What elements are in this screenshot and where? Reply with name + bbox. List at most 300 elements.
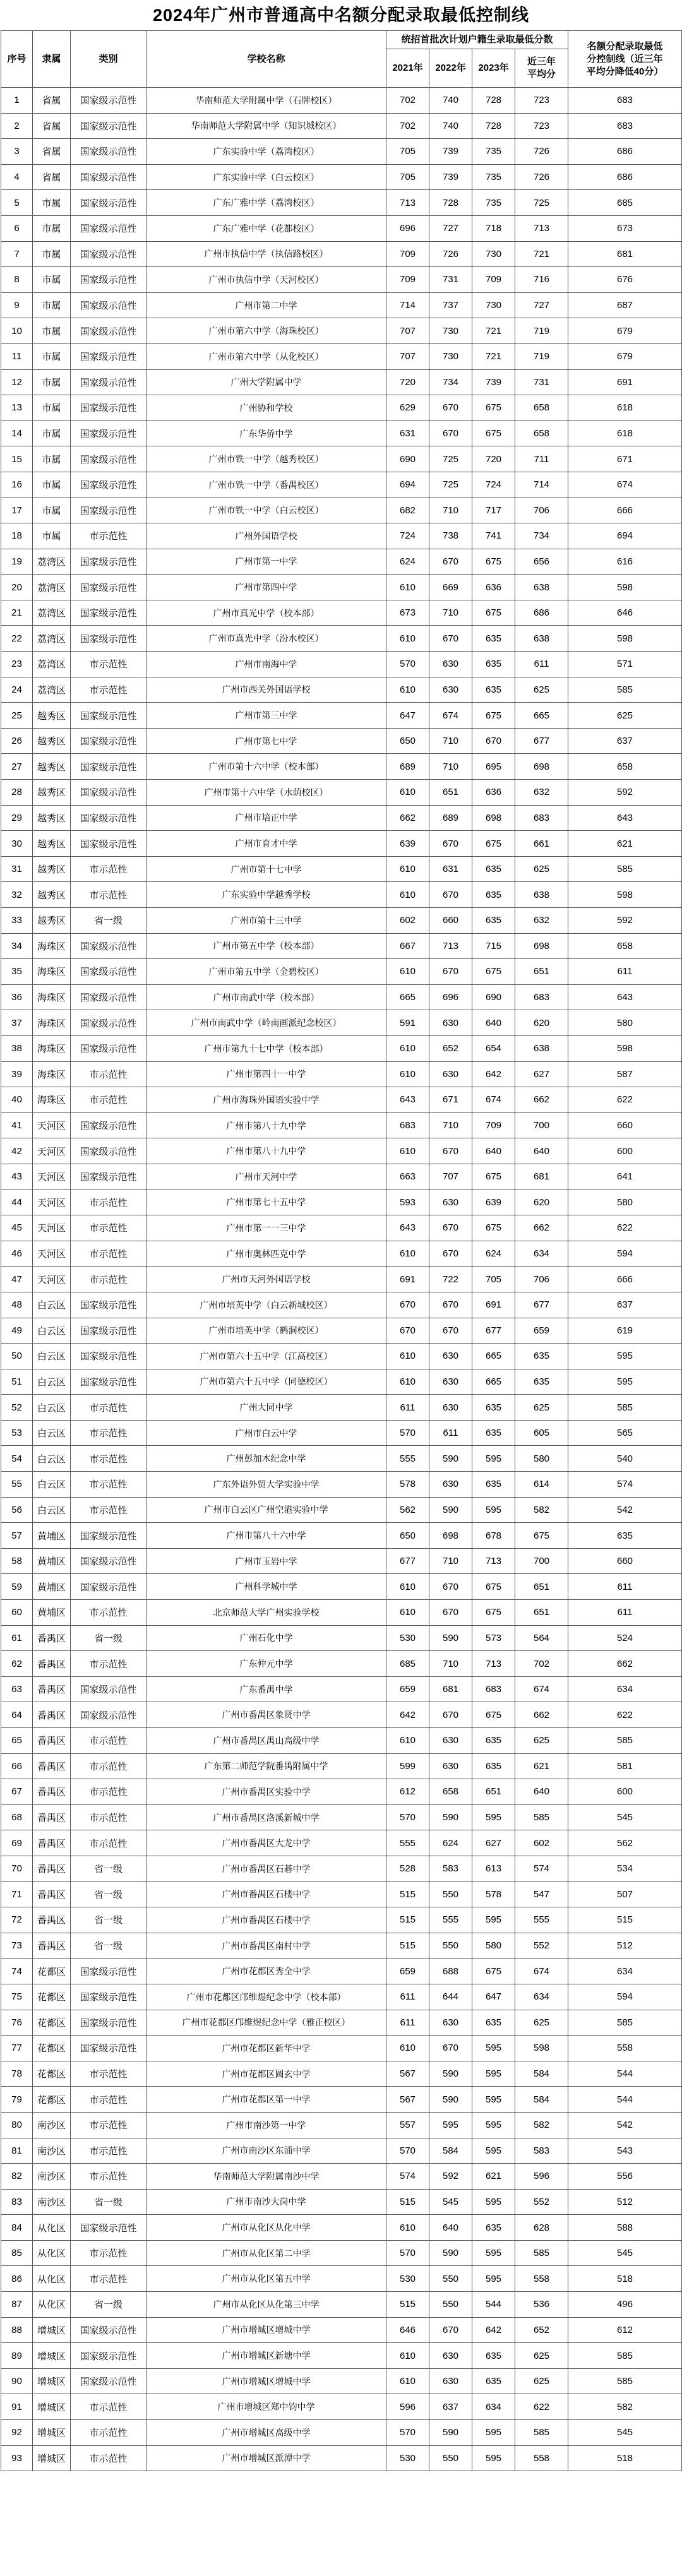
header-school: 学校名称 — [147, 31, 386, 88]
row-2022: 550 — [429, 2445, 472, 2471]
table-row — [1, 190, 682, 216]
row-affiliation: 黄埔区 — [33, 1600, 71, 1626]
row-school: 广州市第九十七中学（校本部） — [147, 1035, 386, 1061]
row-quota: 496 — [568, 2292, 682, 2318]
row-2021: 705 — [386, 164, 429, 190]
table-row — [1, 1446, 682, 1472]
row-affiliation: 海珠区 — [33, 1087, 71, 1113]
row-school: 广州市第六十五中学（江高校区） — [147, 1344, 386, 1369]
row-2021: 646 — [386, 2317, 429, 2343]
row-category: 市示范性 — [71, 2138, 147, 2164]
row-no: 70 — [1, 1856, 33, 1881]
row-no: 31 — [1, 856, 33, 882]
row-2023: 595 — [472, 2189, 515, 2215]
row-2022: 670 — [429, 831, 472, 857]
row-affiliation: 越秀区 — [33, 882, 71, 908]
row-2021: 650 — [386, 728, 429, 754]
row-quota: 685 — [568, 190, 682, 216]
row-affiliation: 海珠区 — [33, 1035, 71, 1061]
row-2022: 590 — [429, 1497, 472, 1523]
row-affiliation: 市属 — [33, 395, 71, 421]
row-2023: 635 — [472, 677, 515, 703]
row-2023: 670 — [472, 728, 515, 754]
row-2023: 690 — [472, 984, 515, 1010]
row-2021: 690 — [386, 446, 429, 472]
row-quota: 544 — [568, 2087, 682, 2113]
table-row — [1, 1164, 682, 1190]
row-affiliation: 白云区 — [33, 1497, 71, 1523]
table-row — [1, 472, 682, 498]
row-2023: 677 — [472, 1318, 515, 1344]
row-2023: 675 — [472, 1959, 515, 1984]
row-quota: 594 — [568, 1241, 682, 1267]
row-no: 93 — [1, 2445, 33, 2471]
row-category: 国家级示范性 — [71, 805, 147, 831]
row-2023: 675 — [472, 549, 515, 575]
table-row — [1, 1574, 682, 1600]
row-category: 国家级示范性 — [71, 498, 147, 523]
row-school: 广州市增城区增城中学 — [147, 2368, 386, 2394]
row-school: 广州市第四中学 — [147, 575, 386, 600]
row-2022: 728 — [429, 190, 472, 216]
row-affiliation: 天河区 — [33, 1241, 71, 1267]
row-affiliation: 增城区 — [33, 2343, 71, 2369]
row-avg: 700 — [515, 1112, 568, 1138]
row-category: 省一级 — [71, 2292, 147, 2318]
row-quota: 622 — [568, 1702, 682, 1728]
row-2021: 610 — [386, 780, 429, 806]
row-affiliation: 花都区 — [33, 2061, 71, 2087]
row-no: 50 — [1, 1344, 33, 1369]
row-affiliation: 南沙区 — [33, 2112, 71, 2138]
row-no: 39 — [1, 1061, 33, 1087]
table-row — [1, 446, 682, 472]
row-quota: 507 — [568, 1881, 682, 1907]
row-2022: 725 — [429, 446, 472, 472]
row-affiliation: 从化区 — [33, 2266, 71, 2292]
row-2021: 643 — [386, 1087, 429, 1113]
row-2023: 635 — [472, 652, 515, 677]
row-category: 市示范性 — [71, 2445, 147, 2471]
row-affiliation: 增城区 — [33, 2394, 71, 2420]
row-2022: 630 — [429, 1190, 472, 1215]
row-school: 广州市第五中学（金碧校区） — [147, 959, 386, 985]
row-avg: 698 — [515, 754, 568, 780]
row-2023: 635 — [472, 1420, 515, 1446]
row-2023: 713 — [472, 1548, 515, 1574]
row-affiliation: 天河区 — [33, 1138, 71, 1164]
row-affiliation: 番禺区 — [33, 1702, 71, 1728]
row-2022: 550 — [429, 1933, 472, 1959]
row-school: 广州市第七十五中学 — [147, 1190, 386, 1215]
row-school: 广州市南武中学（校本部） — [147, 984, 386, 1010]
row-affiliation: 黄埔区 — [33, 1574, 71, 1600]
row-avg: 698 — [515, 933, 568, 959]
table-row — [1, 1907, 682, 1933]
table-row — [1, 1830, 682, 1856]
table-row — [1, 113, 682, 139]
row-category: 国家级示范性 — [71, 215, 147, 241]
row-quota: 565 — [568, 1420, 682, 1446]
table-row — [1, 1292, 682, 1318]
row-2023: 713 — [472, 1651, 515, 1677]
row-school: 广州市花都区邝维煜纪念中学（校本部） — [147, 1984, 386, 2010]
row-no: 18 — [1, 523, 33, 549]
row-school: 广州市真光中学（校本部） — [147, 600, 386, 626]
row-school: 广州科学城中学 — [147, 1574, 386, 1600]
row-2021: 570 — [386, 1804, 429, 1830]
row-school: 广州市从化区第五中学 — [147, 2266, 386, 2292]
row-quota: 643 — [568, 805, 682, 831]
row-category: 国家级示范性 — [71, 472, 147, 498]
row-2022: 590 — [429, 1625, 472, 1651]
row-school: 广州市第十六中学（水荫校区） — [147, 780, 386, 806]
row-no: 26 — [1, 728, 33, 754]
row-2021: 659 — [386, 1676, 429, 1702]
row-quota: 666 — [568, 1267, 682, 1292]
header-category: 类别 — [71, 31, 147, 88]
row-2023: 595 — [472, 2036, 515, 2061]
row-avg: 638 — [515, 1035, 568, 1061]
row-avg: 625 — [515, 2010, 568, 2036]
table-row — [1, 292, 682, 318]
row-no: 79 — [1, 2087, 33, 2113]
row-2022: 670 — [429, 1215, 472, 1241]
row-2022: 630 — [429, 2010, 472, 2036]
row-2023: 683 — [472, 1676, 515, 1702]
row-school: 广州市番禺区石楼中学 — [147, 1907, 386, 1933]
row-category: 国家级示范性 — [71, 549, 147, 575]
row-school: 广州市铁一中学（白云校区） — [147, 498, 386, 523]
table-row — [1, 1959, 682, 1984]
row-school: 广州市第八十六中学 — [147, 1523, 386, 1549]
row-affiliation: 花都区 — [33, 2010, 71, 2036]
row-category: 国家级示范性 — [71, 241, 147, 267]
row-2022: 740 — [429, 88, 472, 114]
row-2021: 677 — [386, 1548, 429, 1574]
row-school: 广州市白云区广州空港实验中学 — [147, 1497, 386, 1523]
row-no: 92 — [1, 2420, 33, 2446]
row-2021: 610 — [386, 1035, 429, 1061]
row-category: 国家级示范性 — [71, 1318, 147, 1344]
row-avg: 585 — [515, 2240, 568, 2266]
row-category: 市示范性 — [71, 1241, 147, 1267]
row-quota: 643 — [568, 984, 682, 1010]
row-2021: 691 — [386, 1267, 429, 1292]
row-school: 广州市第七中学 — [147, 728, 386, 754]
row-quota: 619 — [568, 1318, 682, 1344]
row-2023: 675 — [472, 420, 515, 446]
row-2022: 592 — [429, 2164, 472, 2190]
row-school: 广州市增城区派潭中学 — [147, 2445, 386, 2471]
table-row — [1, 984, 682, 1010]
row-quota: 598 — [568, 626, 682, 652]
row-avg: 580 — [515, 1446, 568, 1472]
row-avg: 625 — [515, 1728, 568, 1754]
row-school: 广州外国语学校 — [147, 523, 386, 549]
row-2022: 670 — [429, 420, 472, 446]
row-category: 国家级示范性 — [71, 2036, 147, 2061]
row-category: 国家级示范性 — [71, 1984, 147, 2010]
row-2021: 707 — [386, 343, 429, 369]
row-category: 国家级示范性 — [71, 318, 147, 344]
row-2023: 639 — [472, 1190, 515, 1215]
table-row — [1, 2292, 682, 2318]
row-no: 84 — [1, 2215, 33, 2241]
row-2022: 590 — [429, 2087, 472, 2113]
row-school: 广州市增城区高级中学 — [147, 2420, 386, 2446]
row-school: 广州市增城区增城中学 — [147, 2317, 386, 2343]
table-row — [1, 241, 682, 267]
row-quota: 585 — [568, 1728, 682, 1754]
row-quota: 660 — [568, 1112, 682, 1138]
row-category: 国家级示范性 — [71, 446, 147, 472]
row-quota: 676 — [568, 267, 682, 293]
row-avg: 552 — [515, 2189, 568, 2215]
row-no: 60 — [1, 1600, 33, 1626]
row-2022: 710 — [429, 498, 472, 523]
row-affiliation: 番禺区 — [33, 1728, 71, 1754]
row-category: 省一级 — [71, 1881, 147, 1907]
row-affiliation: 越秀区 — [33, 754, 71, 780]
row-no: 14 — [1, 420, 33, 446]
row-2021: 673 — [386, 600, 429, 626]
row-school: 广东外语外贸大学实验中学 — [147, 1472, 386, 1498]
row-affiliation: 荔湾区 — [33, 677, 71, 703]
table-row — [1, 498, 682, 523]
table-row — [1, 1061, 682, 1087]
row-2022: 670 — [429, 2036, 472, 2061]
row-school: 广东第二师范学院番禺附属中学 — [147, 1753, 386, 1779]
row-no: 51 — [1, 1369, 33, 1395]
row-avg: 555 — [515, 1907, 568, 1933]
row-2021: 705 — [386, 139, 429, 165]
row-2021: 555 — [386, 1446, 429, 1472]
table-row — [1, 1856, 682, 1881]
row-avg: 634 — [515, 1241, 568, 1267]
row-2023: 675 — [472, 1702, 515, 1728]
row-school: 广东广雅中学（荔湾校区） — [147, 190, 386, 216]
row-2021: 611 — [386, 1984, 429, 2010]
row-2022: 630 — [429, 2368, 472, 2394]
row-avg: 622 — [515, 2394, 568, 2420]
row-quota: 658 — [568, 933, 682, 959]
row-2022: 590 — [429, 2420, 472, 2446]
row-quota: 683 — [568, 88, 682, 114]
row-2023: 578 — [472, 1881, 515, 1907]
row-category: 国家级示范性 — [71, 2317, 147, 2343]
table-row — [1, 164, 682, 190]
row-affiliation: 越秀区 — [33, 856, 71, 882]
table-row — [1, 831, 682, 857]
row-2023: 717 — [472, 498, 515, 523]
row-school: 广州市番禺区实验中学 — [147, 1779, 386, 1805]
row-avg: 651 — [515, 1600, 568, 1626]
row-category: 市示范性 — [71, 1087, 147, 1113]
row-2023: 728 — [472, 88, 515, 114]
table-row — [1, 626, 682, 652]
row-2021: 643 — [386, 1215, 429, 1241]
row-quota: 580 — [568, 1190, 682, 1215]
row-affiliation: 番禺区 — [33, 1779, 71, 1805]
row-school: 广州市第十七中学 — [147, 856, 386, 882]
row-affiliation: 市属 — [33, 292, 71, 318]
row-2023: 709 — [472, 267, 515, 293]
row-2021: 610 — [386, 677, 429, 703]
row-no: 13 — [1, 395, 33, 421]
row-2022: 555 — [429, 1907, 472, 1933]
row-2022: 739 — [429, 164, 472, 190]
row-2023: 635 — [472, 2368, 515, 2394]
row-2021: 555 — [386, 1830, 429, 1856]
row-2023: 635 — [472, 2343, 515, 2369]
row-avg: 651 — [515, 1574, 568, 1600]
row-quota: 622 — [568, 1215, 682, 1241]
row-school: 广州市第一一三中学 — [147, 1215, 386, 1241]
row-affiliation: 越秀区 — [33, 805, 71, 831]
row-quota: 641 — [568, 1164, 682, 1190]
row-category: 省一级 — [71, 1856, 147, 1881]
row-category: 国家级示范性 — [71, 267, 147, 293]
table-row — [1, 2010, 682, 2036]
table-row — [1, 1035, 682, 1061]
table-row — [1, 1472, 682, 1498]
header-row — [1, 31, 682, 49]
row-category: 市示范性 — [71, 1420, 147, 1446]
row-no: 30 — [1, 831, 33, 857]
row-affiliation: 番禺区 — [33, 1881, 71, 1907]
table-row — [1, 1318, 682, 1344]
row-category: 市示范性 — [71, 2394, 147, 2420]
row-category: 市示范性 — [71, 1728, 147, 1754]
row-quota: 512 — [568, 2189, 682, 2215]
row-quota: 600 — [568, 1779, 682, 1805]
header-affiliation: 隶属 — [33, 31, 71, 88]
row-school: 广州市育才中学 — [147, 831, 386, 857]
row-category: 国家级示范性 — [71, 139, 147, 165]
row-affiliation: 天河区 — [33, 1164, 71, 1190]
row-2021: 610 — [386, 2368, 429, 2394]
row-no: 5 — [1, 190, 33, 216]
row-no: 48 — [1, 1292, 33, 1318]
row-affiliation: 白云区 — [33, 1395, 71, 1421]
table-row — [1, 1087, 682, 1113]
row-avg: 634 — [515, 1984, 568, 2010]
row-2021: 610 — [386, 2215, 429, 2241]
row-avg: 677 — [515, 1292, 568, 1318]
row-2022: 590 — [429, 2240, 472, 2266]
row-quota: 646 — [568, 600, 682, 626]
row-category: 市示范性 — [71, 1472, 147, 1498]
row-avg: 621 — [515, 1753, 568, 1779]
row-2023: 544 — [472, 2292, 515, 2318]
row-2021: 610 — [386, 2036, 429, 2061]
row-2023: 675 — [472, 1164, 515, 1190]
row-no: 22 — [1, 626, 33, 652]
row-2022: 630 — [429, 1753, 472, 1779]
row-category: 市示范性 — [71, 2164, 147, 2190]
row-quota: 683 — [568, 113, 682, 139]
row-avg: 640 — [515, 1138, 568, 1164]
table-row — [1, 1702, 682, 1728]
row-2021: 709 — [386, 241, 429, 267]
table-row — [1, 1395, 682, 1421]
row-no: 64 — [1, 1702, 33, 1728]
row-2022: 740 — [429, 113, 472, 139]
row-category: 国家级示范性 — [71, 2343, 147, 2369]
row-quota: 545 — [568, 1804, 682, 1830]
row-quota: 542 — [568, 2112, 682, 2138]
row-affiliation: 白云区 — [33, 1369, 71, 1395]
row-school: 广州市海珠外国语实验中学 — [147, 1087, 386, 1113]
row-2023: 695 — [472, 754, 515, 780]
row-quota: 587 — [568, 1061, 682, 1087]
row-2022: 670 — [429, 1702, 472, 1728]
row-category: 国家级示范性 — [71, 1138, 147, 1164]
row-no: 42 — [1, 1138, 33, 1164]
row-avg: 723 — [515, 113, 568, 139]
row-avg: 625 — [515, 2343, 568, 2369]
row-2021: 610 — [386, 1344, 429, 1369]
row-category: 国家级示范性 — [71, 1344, 147, 1369]
row-school: 广州市真光中学（汾水校区） — [147, 626, 386, 652]
row-2023: 595 — [472, 2240, 515, 2266]
row-affiliation: 市属 — [33, 523, 71, 549]
row-affiliation: 从化区 — [33, 2215, 71, 2241]
table-row — [1, 677, 682, 703]
row-avg: 674 — [515, 1959, 568, 1984]
row-no: 58 — [1, 1548, 33, 1574]
row-no: 6 — [1, 215, 33, 241]
row-no: 25 — [1, 703, 33, 729]
row-avg: 558 — [515, 2445, 568, 2471]
table-row — [1, 2138, 682, 2164]
row-no: 24 — [1, 677, 33, 703]
row-no: 52 — [1, 1395, 33, 1421]
row-no: 65 — [1, 1728, 33, 1754]
row-affiliation: 白云区 — [33, 1292, 71, 1318]
row-no: 35 — [1, 959, 33, 985]
row-2023: 730 — [472, 241, 515, 267]
row-2021: 665 — [386, 984, 429, 1010]
row-affiliation: 市属 — [33, 446, 71, 472]
row-school: 华南师范大学附属中学（知识城校区） — [147, 113, 386, 139]
row-2021: 707 — [386, 318, 429, 344]
row-2021: 650 — [386, 1523, 429, 1549]
row-quota: 598 — [568, 575, 682, 600]
row-avg: 620 — [515, 1010, 568, 1036]
row-quota: 691 — [568, 369, 682, 395]
row-school: 广州市番禺区大龙中学 — [147, 1830, 386, 1856]
row-avg: 598 — [515, 2036, 568, 2061]
table-row — [1, 1420, 682, 1446]
table-row — [1, 2036, 682, 2061]
row-no: 72 — [1, 1907, 33, 1933]
row-2023: 675 — [472, 1600, 515, 1626]
row-quota: 616 — [568, 549, 682, 575]
row-school: 广州市第六中学（海珠校区） — [147, 318, 386, 344]
row-2023: 624 — [472, 1241, 515, 1267]
row-affiliation: 荔湾区 — [33, 626, 71, 652]
row-category: 市示范性 — [71, 1830, 147, 1856]
row-no: 15 — [1, 446, 33, 472]
row-avg: 564 — [515, 1625, 568, 1651]
row-school: 广州市天河中学 — [147, 1164, 386, 1190]
row-avg: 582 — [515, 2112, 568, 2138]
row-2022: 670 — [429, 626, 472, 652]
row-quota: 674 — [568, 472, 682, 498]
table-row — [1, 1984, 682, 2010]
